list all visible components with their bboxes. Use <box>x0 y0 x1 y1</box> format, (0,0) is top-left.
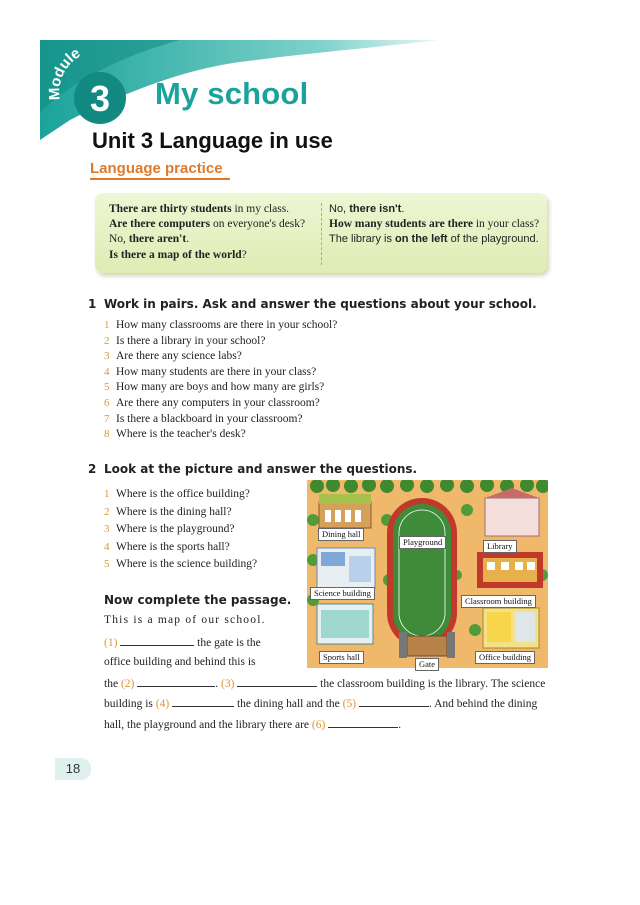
answer-blank-4[interactable] <box>172 697 234 707</box>
passage-line-6: hall, the playground and the library there are (6) . <box>104 719 402 731</box>
answer-blank-5[interactable] <box>359 697 429 707</box>
page-number: 18 <box>55 758 91 780</box>
question-item: 3 Are there any science labs? <box>104 350 242 363</box>
exercise-2-heading: 2 Look at the picture and answer the questions. <box>88 462 418 476</box>
question-item: 5 Where is the science building? <box>104 558 258 571</box>
exercise-1-heading: 1 Work in pairs. Ask and answer the questions about your school. <box>88 297 537 311</box>
unit-title: Unit 3 Language in use <box>92 128 333 153</box>
language-line: Are there computers on everyone's desk? <box>109 218 306 231</box>
language-box-left <box>109 202 319 263</box>
exercise-2-questions <box>104 486 257 574</box>
language-line: No, there isn't. <box>329 203 405 215</box>
question-item: 7 Is there a blackboard in your classroom? <box>104 412 303 425</box>
map-label-classroom-building: Classroom building <box>461 595 536 608</box>
map-label-sports-hall: Sports hall <box>319 651 364 664</box>
map-label-office-building: Office building <box>475 651 535 664</box>
passage-line-1: This is a map of our school. <box>104 614 266 626</box>
question-item: 1 Where is the office building? <box>104 488 250 500</box>
passage-line-2: (1) the gate is the <box>104 637 261 649</box>
map-label-dining-hall: Dining hall <box>318 528 364 541</box>
section-label: Language practice <box>90 160 230 180</box>
language-box <box>95 193 547 273</box>
language-box-divider <box>321 203 322 265</box>
language-line: How many students are there in your class? <box>329 218 540 231</box>
question-item: 2 Where is the dining hall? <box>104 505 232 518</box>
question-item: 5 How many are boys and how many are girls? <box>104 381 325 394</box>
answer-blank-6[interactable] <box>328 718 398 728</box>
language-box-right <box>329 202 549 248</box>
map-label-library: Library <box>483 540 517 553</box>
answer-blank-2[interactable] <box>137 677 215 687</box>
language-line: The library is on the left of the playground. <box>329 233 539 246</box>
answer-blank-1[interactable] <box>120 636 194 646</box>
question-item: 1 How many classrooms are there in your school? <box>104 319 338 331</box>
svg-text:Module <box>46 45 83 101</box>
passage-line-5: building is (4) the dining hall and the (5) . And behind the dining <box>104 698 538 710</box>
answer-blank-3[interactable] <box>237 677 317 687</box>
question-item: 6 Are there any computers in your classroom? <box>104 396 320 409</box>
passage-line-3: office building and behind this is <box>104 656 256 668</box>
language-line: Is there a map of the world? <box>109 248 247 261</box>
school-map-illustration <box>307 480 548 668</box>
passage-line-4: the (2) . (3) the classroom building is the library. The science <box>104 678 546 690</box>
module-title: My school <box>155 76 309 111</box>
question-item: 8 Where is the teacher's desk? <box>104 428 246 441</box>
complete-passage-heading: Now complete the passage. <box>104 593 292 607</box>
map-label-playground: Playground <box>399 536 446 549</box>
language-line: No, there aren't. <box>109 233 190 246</box>
map-label-gate: Gate <box>415 658 439 671</box>
school-map <box>307 480 548 668</box>
question-item: 2 Is there a library in your school? <box>104 334 266 347</box>
exercise-1-questions <box>104 318 337 443</box>
question-item: 4 How many students are there in your class? <box>104 365 317 378</box>
question-item: 4 Where is the sports hall? <box>104 540 230 553</box>
question-item: 3 Where is the playground? <box>104 523 235 536</box>
language-line: There are thirty students in my class. <box>109 203 290 215</box>
map-label-science-building: Science building <box>310 587 375 600</box>
module-number: 3 <box>89 78 111 119</box>
module-word: Module <box>46 44 84 101</box>
